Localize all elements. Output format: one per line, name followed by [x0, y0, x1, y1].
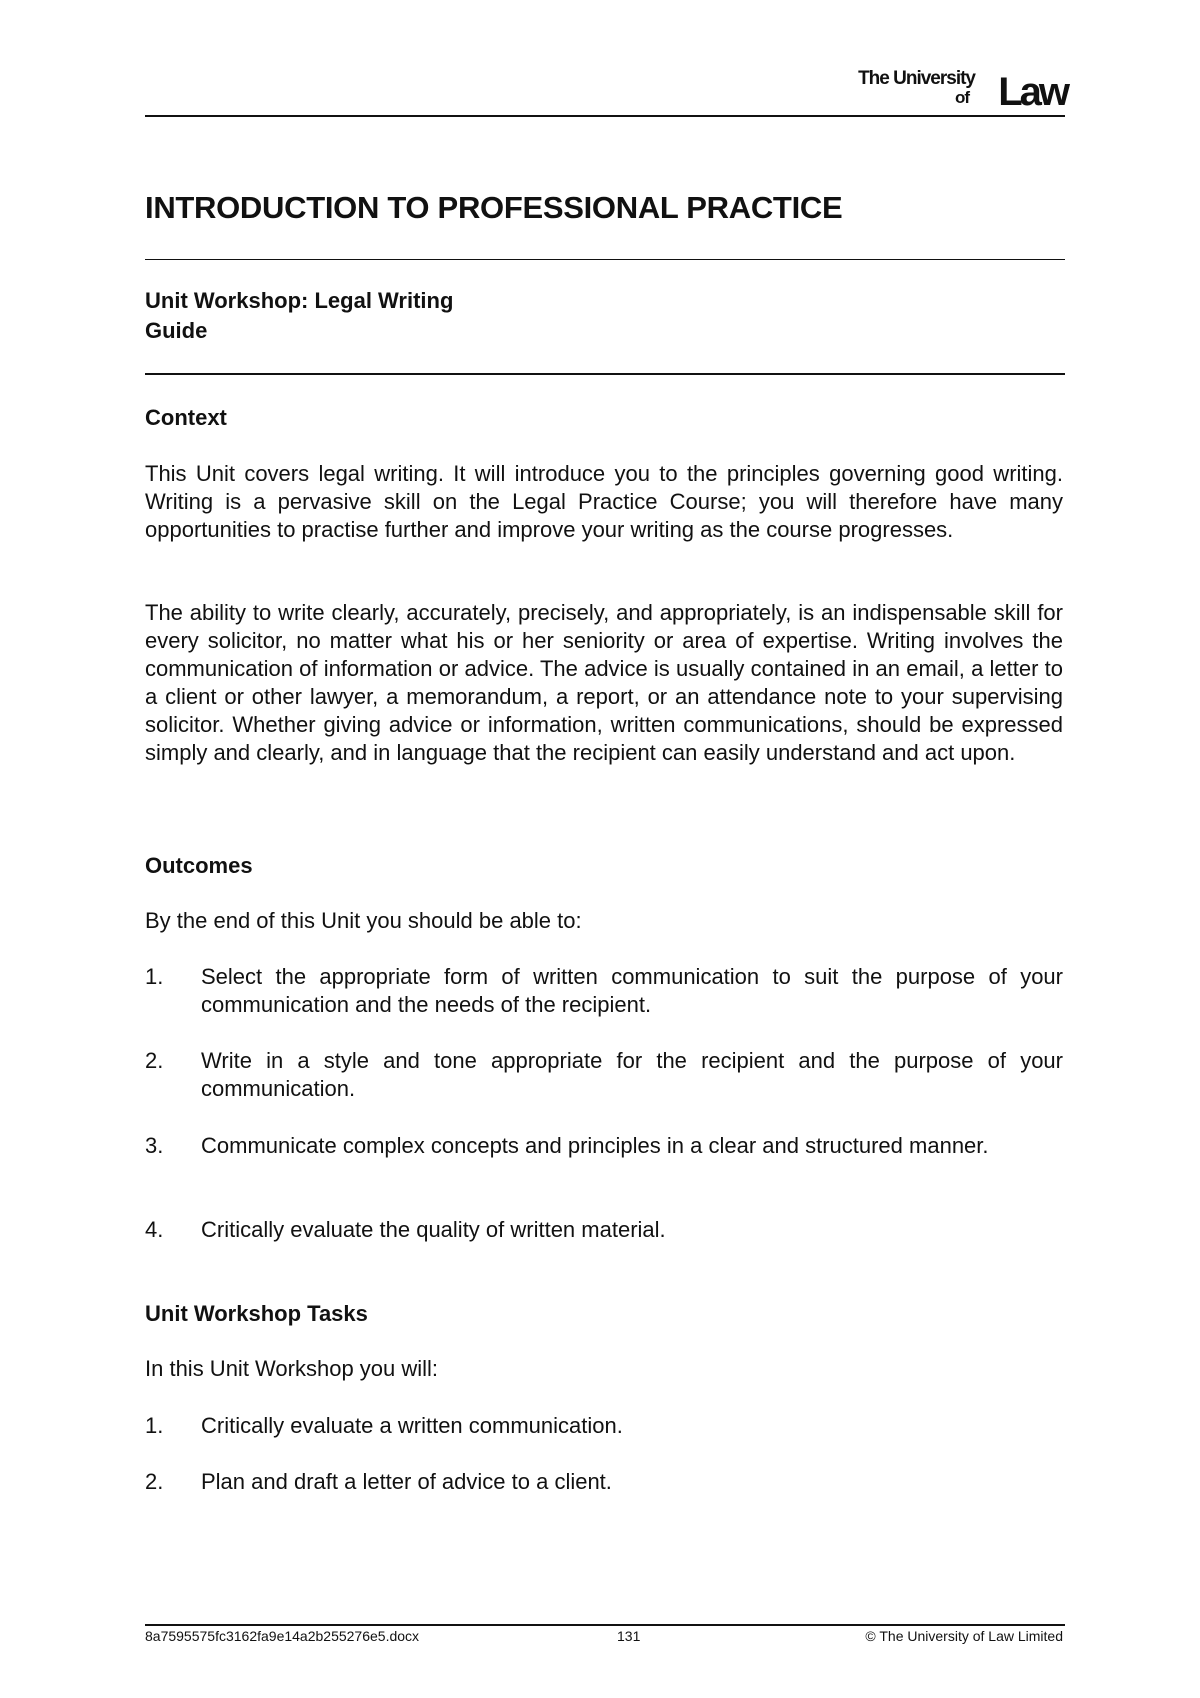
outcome-text: Critically evaluate the quality of written material. [201, 1217, 666, 1242]
subtitle-divider [145, 373, 1065, 375]
subtitle-line2: Guide [145, 318, 208, 343]
header-divider [145, 115, 1065, 117]
outcome-number: 3. [145, 1133, 164, 1158]
footer-page-number: 131 [617, 1628, 641, 1644]
context-paragraph-1: This Unit covers legal writing. It will introduce you to the principles governing good writing. Writing is a pervasive skill on the Legal Practice Course; you will therefore have many opportunities to practise further and improve your writing as the course progresses. [145, 461, 1063, 542]
outcome-text: Select the appropriate form of written communication to suit the purpose of your communication and the needs of the recipient. [201, 964, 1063, 1017]
title-divider [145, 259, 1065, 260]
logo-text-line1: The University [858, 68, 975, 89]
footer-divider [145, 1624, 1065, 1626]
context-paragraph-2: The ability to write clearly, accurately, precisely, and appropriately, is an indispensable skill for every solicitor, no matter what his or her seniority or area of expertise. Writing involves the communication of information or advice. The advice is usually contained in an email, a letter to a client or other lawyer, a memorandum, a report, or an attendance note to your supervising solicitor. Whether giving advice or information, written communications, should be expressed simply and clearly, and in language that the recipient can easily understand and act upon. [145, 600, 1063, 765]
subtitle-line1: Unit Workshop: Legal Writing [145, 288, 454, 313]
outcomes-heading: Outcomes [145, 853, 253, 878]
tasks-heading: Unit Workshop Tasks [145, 1301, 368, 1326]
outcome-text: Communicate complex concepts and principles in a clear and structured manner. [201, 1133, 989, 1158]
footer-filename: 8a7595575fc3162fa9e14a2b255276e5.docx [145, 1628, 420, 1644]
outcomes-intro: By the end of this Unit you should be able to: [145, 908, 582, 933]
task-text: Critically evaluate a written communication. [201, 1413, 623, 1438]
task-number: 2. [145, 1469, 164, 1494]
footer-copyright: © The University of Law Limited [865, 1628, 1063, 1644]
university-of-law-logo [858, 64, 1067, 114]
outcome-number: 2. [145, 1048, 164, 1073]
outcome-number: 4. [145, 1217, 164, 1242]
outcome-number: 1. [145, 964, 164, 989]
logo-text-line3: Law [998, 70, 1067, 114]
task-number: 1. [145, 1413, 164, 1438]
document-title: INTRODUCTION TO PROFESSIONAL PRACTICE [145, 190, 843, 225]
logo-text-line2: of [954, 88, 969, 107]
outcome-text: Write in a style and tone appropriate for the recipient and the purpose of your communication. [201, 1048, 1063, 1101]
task-text: Plan and draft a letter of advice to a client. [201, 1469, 612, 1494]
tasks-intro: In this Unit Workshop you will: [145, 1356, 439, 1381]
context-heading: Context [145, 405, 227, 430]
